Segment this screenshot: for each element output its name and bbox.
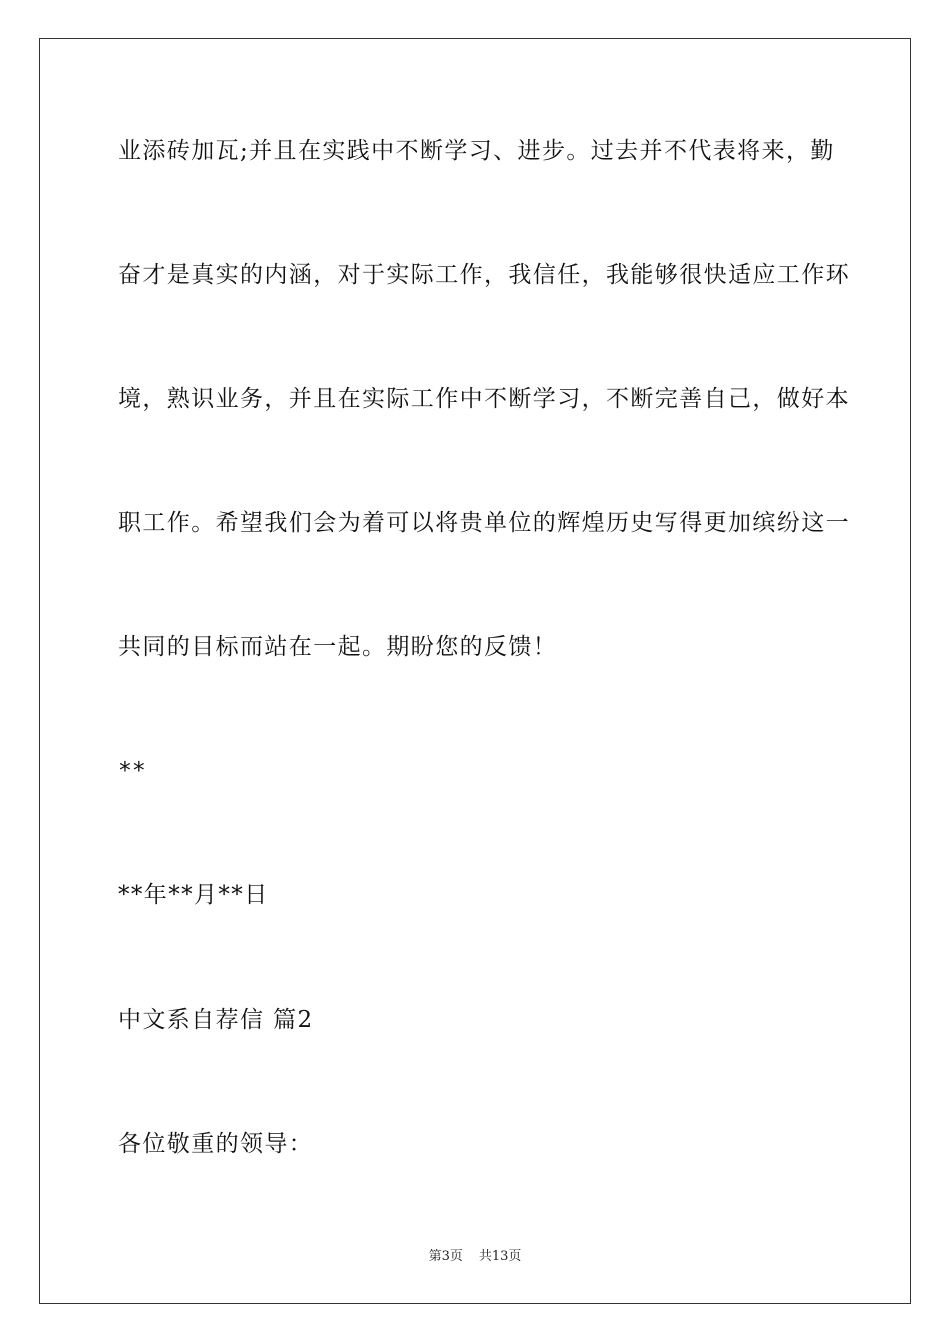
page-number-current: 第3页 — [428, 1249, 463, 1264]
section-heading: 中文系自荐信 篇2 — [118, 1007, 314, 1033]
body-text-line: 职工作。希望我们会为着可以将贵单位的辉煌历史写得更加缤纷这一 — [118, 510, 850, 536]
body-text-line: 奋才是真实的内涵，对于实际工作，我信任，我能够很快适应工作环 — [118, 262, 850, 288]
page-footer — [0, 1248, 950, 1266]
salutation: 各位敬重的领导： — [118, 1131, 314, 1157]
page-border — [39, 38, 911, 1304]
signature-date: **年**月**日 — [118, 882, 269, 908]
body-text-line: 业添砖加瓦;并且在实践中不断学习、进步。过去并不代表将来，勤 — [118, 138, 835, 164]
page-number-total: 共13页 — [478, 1249, 522, 1264]
signature-name: ** — [118, 758, 146, 784]
body-text-line: 境，熟识业务，并且在实际工作中不断学习，不断完善自己，做好本 — [118, 386, 850, 412]
body-text-line: 共同的目标而站在一起。期盼您的反馈！ — [118, 634, 558, 660]
